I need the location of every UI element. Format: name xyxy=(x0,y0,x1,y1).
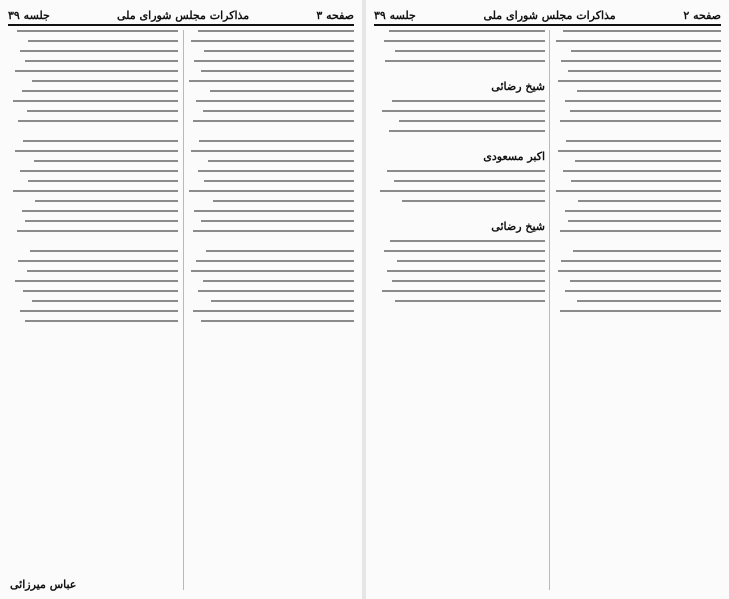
right-page-header xyxy=(374,6,721,26)
right-page-number: صفحه ۲ xyxy=(683,8,721,22)
text-line xyxy=(560,230,722,232)
left-page-number: صفحه ۳ xyxy=(316,8,354,22)
text-line xyxy=(27,110,178,112)
text-line xyxy=(25,60,178,62)
text-line xyxy=(204,180,354,182)
text-line xyxy=(198,170,354,172)
text-line xyxy=(199,140,354,142)
text-line xyxy=(27,270,178,272)
text-line xyxy=(570,110,721,112)
text-line xyxy=(384,40,546,42)
text-line xyxy=(191,150,354,152)
text-line xyxy=(563,30,721,32)
text-line xyxy=(18,260,178,262)
text-line xyxy=(382,290,545,292)
text-line xyxy=(575,160,721,162)
text-line xyxy=(558,80,721,82)
text-line xyxy=(556,190,721,192)
text-line xyxy=(22,90,178,92)
text-line xyxy=(196,260,354,262)
left-page-title: مذاکرات مجلس شورای ملی xyxy=(117,8,250,22)
text-line xyxy=(23,140,178,142)
text-line xyxy=(389,30,545,32)
text-line xyxy=(568,70,721,72)
text-line xyxy=(34,160,179,162)
text-line xyxy=(32,300,178,302)
text-line xyxy=(193,310,355,312)
text-line xyxy=(392,280,545,282)
text-line xyxy=(211,300,354,302)
text-line xyxy=(28,40,178,42)
text-line xyxy=(565,290,721,292)
text-line xyxy=(189,80,354,82)
text-line xyxy=(191,270,354,272)
text-line xyxy=(571,180,721,182)
text-line xyxy=(13,190,178,192)
text-line xyxy=(23,290,178,292)
text-line xyxy=(565,100,721,102)
text-line xyxy=(32,80,178,82)
left-page xyxy=(0,0,362,599)
right-page-col-1 xyxy=(551,30,721,590)
text-line xyxy=(35,200,178,202)
left-page-header xyxy=(8,6,354,26)
text-line xyxy=(394,180,545,182)
text-line xyxy=(380,190,545,192)
text-line xyxy=(30,250,178,252)
text-line xyxy=(194,60,354,62)
text-line xyxy=(389,130,545,132)
text-line xyxy=(213,200,354,202)
right-page-col-2 xyxy=(375,30,545,590)
text-line xyxy=(578,200,721,202)
text-line xyxy=(25,220,178,222)
text-line xyxy=(397,260,545,262)
text-line xyxy=(392,100,545,102)
text-line xyxy=(194,210,354,212)
text-line xyxy=(573,250,721,252)
text-line xyxy=(570,280,721,282)
left-page-footer-name: عباس میرزائی xyxy=(10,578,77,591)
left-page-col-1 xyxy=(184,30,354,590)
speaker-heading: شیخ رضائی xyxy=(491,80,545,93)
text-line xyxy=(399,120,545,122)
text-line xyxy=(561,260,721,262)
text-line xyxy=(196,100,354,102)
text-line xyxy=(20,310,178,312)
text-line xyxy=(15,70,178,72)
text-line xyxy=(17,30,179,32)
speaker-heading: اکبر مسعودی xyxy=(483,150,545,163)
text-line xyxy=(560,120,722,122)
text-line xyxy=(390,240,545,242)
text-line xyxy=(561,60,721,62)
text-line xyxy=(387,270,545,272)
text-line xyxy=(193,120,355,122)
column-separator xyxy=(549,30,550,590)
text-line xyxy=(20,170,178,172)
text-line xyxy=(577,300,722,302)
right-page-title: مذاکرات مجلس شورای ملی xyxy=(483,8,616,22)
speaker-heading: شیخ رضائی xyxy=(491,220,545,233)
text-line xyxy=(20,50,178,52)
text-line xyxy=(568,220,721,222)
text-line xyxy=(25,320,178,322)
text-line xyxy=(387,170,545,172)
text-line xyxy=(203,110,354,112)
text-line xyxy=(198,290,354,292)
text-line xyxy=(402,200,545,202)
text-line xyxy=(191,40,354,42)
text-line xyxy=(577,90,722,92)
right-page-session: جلسه ۳۹ xyxy=(374,8,416,22)
text-line xyxy=(395,50,545,52)
text-line xyxy=(563,170,721,172)
column-separator xyxy=(183,30,184,590)
text-line xyxy=(395,300,545,302)
text-line xyxy=(28,180,178,182)
text-line xyxy=(558,270,721,272)
text-line xyxy=(210,90,355,92)
text-line xyxy=(15,150,178,152)
text-line xyxy=(17,230,179,232)
text-line xyxy=(566,140,721,142)
text-line xyxy=(556,40,721,42)
text-line xyxy=(13,100,178,102)
text-line xyxy=(203,280,354,282)
text-line xyxy=(193,230,355,232)
left-page-session: جلسه ۳۹ xyxy=(8,8,50,22)
text-line xyxy=(15,280,178,282)
text-line xyxy=(201,70,354,72)
right-page xyxy=(366,0,729,599)
text-line xyxy=(18,120,178,122)
text-line xyxy=(571,50,721,52)
text-line xyxy=(558,150,721,152)
text-line xyxy=(189,190,354,192)
text-line xyxy=(198,30,354,32)
left-page-col-2 xyxy=(8,30,178,590)
text-line xyxy=(208,160,354,162)
text-line xyxy=(384,250,546,252)
text-line xyxy=(22,210,178,212)
text-line xyxy=(385,60,545,62)
text-line xyxy=(382,110,545,112)
text-line xyxy=(204,50,354,52)
text-line xyxy=(201,320,354,322)
text-line xyxy=(206,250,354,252)
text-line xyxy=(560,310,722,312)
text-line xyxy=(565,210,721,212)
text-line xyxy=(201,220,354,222)
